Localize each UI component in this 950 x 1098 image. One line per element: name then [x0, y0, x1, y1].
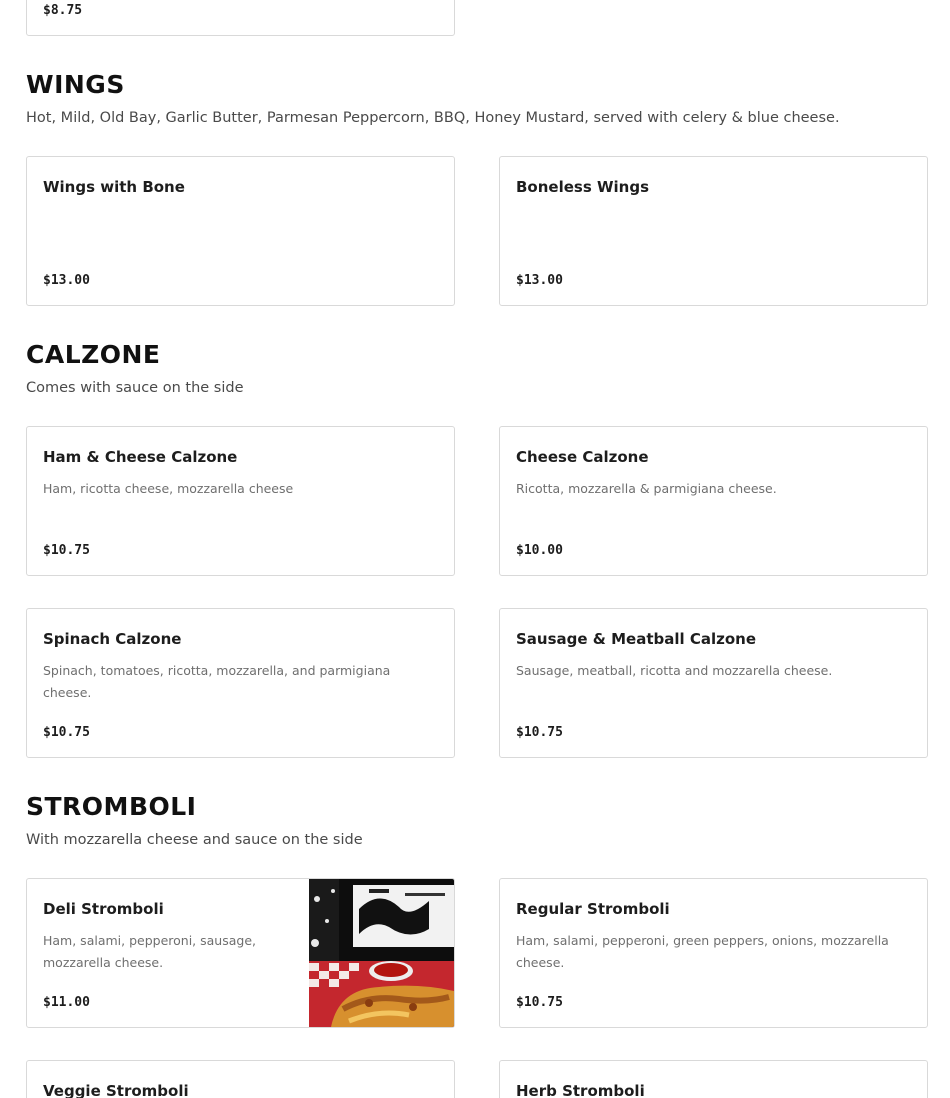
item-price: $10.00 — [516, 543, 563, 558]
item-name: Cheese Calzone — [516, 448, 649, 466]
item-name: Spinach Calzone — [43, 630, 182, 648]
item-price: $8.75 — [43, 3, 83, 18]
menu-item-card[interactable] — [26, 1060, 455, 1098]
item-description: Ham, ricotta cheese, mozzarella cheese — [43, 481, 294, 496]
item-description: Spinach, tomatoes, ricotta, mozzarella, and parmigiana cheese. — [43, 663, 391, 700]
section-title-wings: WINGS — [26, 70, 125, 99]
item-price: $10.75 — [516, 995, 563, 1010]
item-description: Ricotta, mozzarella & parmigiana cheese. — [516, 481, 777, 496]
item-description: Sausage, meatball, ricotta and mozzarella cheese. — [516, 663, 833, 678]
menu-item-card[interactable] — [499, 426, 928, 576]
item-name: Regular Stromboli — [516, 900, 670, 918]
section-title-calzone: CALZONE — [26, 340, 161, 369]
item-description: Ham, salami, pepperoni, green peppers, onions, mozzarella cheese. — [516, 933, 889, 970]
menu-item-card[interactable] — [26, 608, 455, 758]
item-price: $11.00 — [43, 995, 90, 1010]
item-price: $13.00 — [516, 273, 563, 288]
item-price: $10.75 — [516, 725, 563, 740]
section-title-stromboli: STROMBOLI — [26, 792, 197, 821]
item-name: Herb Stromboli — [516, 1082, 645, 1098]
menu-item-card[interactable] — [26, 0, 455, 36]
item-name: Sausage & Meatball Calzone — [516, 630, 757, 648]
menu-item-card[interactable] — [499, 1060, 928, 1098]
item-name: Boneless Wings — [516, 178, 650, 196]
section-description-stromboli: With mozzarella cheese and sauce on the side — [26, 832, 363, 848]
menu-item-card[interactable] — [26, 156, 455, 306]
item-name: Veggie Stromboli — [43, 1082, 189, 1098]
section-description-wings: Hot, Mild, Old Bay, Garlic Butter, Parmesan Peppercorn, BBQ, Honey Mustard, served with celery & blue cheese. — [26, 110, 840, 126]
item-name: Ham & Cheese Calzone — [43, 448, 238, 466]
section-description-calzone: Comes with sauce on the side — [26, 380, 244, 396]
item-photo — [309, 879, 454, 1027]
menu-item-card[interactable] — [499, 878, 928, 1028]
menu-item-card[interactable] — [499, 156, 928, 306]
item-name: Deli Stromboli — [43, 900, 164, 918]
item-price: $10.75 — [43, 543, 90, 558]
item-price: $10.75 — [43, 725, 90, 740]
item-name: Wings with Bone — [43, 178, 185, 196]
item-description: Ham, salami, pepperoni, sausage, mozzarella cheese. — [43, 933, 256, 970]
menu-item-card[interactable] — [26, 878, 455, 1028]
item-price: $13.00 — [43, 273, 90, 288]
menu-item-card[interactable] — [499, 608, 928, 758]
menu-item-card[interactable] — [26, 426, 455, 576]
